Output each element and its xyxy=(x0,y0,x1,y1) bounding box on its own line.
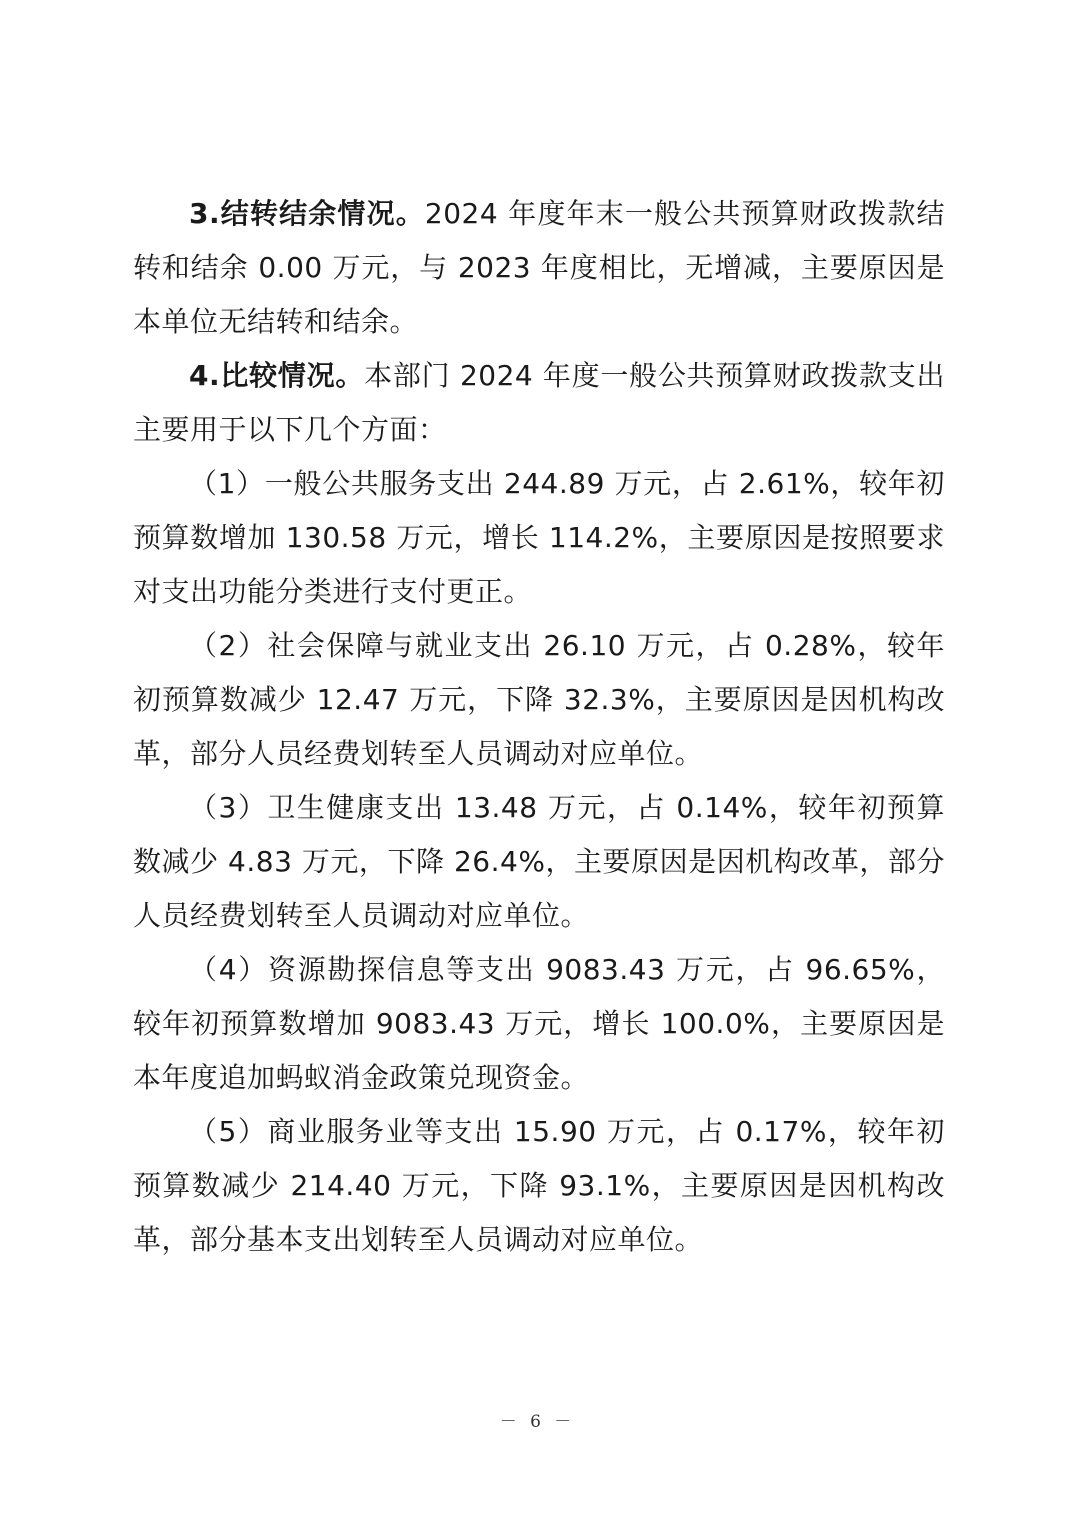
paragraph-text: （3）卫生健康支出 13.48 万元，占 0.14%，较年初预算数减少 4.83 万元，下降 26.4%，主要原因是因机构改革，部分人员经费划转至人员调动对应单位。 xyxy=(133,791,945,932)
paragraph-text: （4）资源勘探信息等支出 9083.43 万元，占 96.65%，较年初预算数增加 9083.43 万元，增长 100.0%，主要原因是本年度追加蚂蚁消金政策兑现资金。 xyxy=(133,953,945,1094)
paragraph-text: 2024 年度年末一般公共预算财政拨款结转和结余 0.00 万元，与 2023 年度相比，无增减，主要原因是本单位无结转和结余。 xyxy=(133,197,945,338)
paragraph-heading: 3.结转结余情况。 xyxy=(189,197,425,230)
paragraph-text: （2）社会保障与就业支出 26.10 万元，占 0.28%，较年初预算数减少 12.47 万元，下降 32.3%，主要原因是因机构改革，部分人员经费划转至人员调动对应单位。 xyxy=(133,629,945,770)
paragraph-item-2 xyxy=(133,619,945,781)
paragraph-item-5 xyxy=(133,1105,945,1267)
paragraph-carryover-balance xyxy=(133,187,945,349)
paragraph-text: （1）一般公共服务支出 244.89 万元，占 2.61%，较年初预算数增加 130.58 万元，增长 114.2%，主要原因是按照要求对支出功能分类进行支付更正。 xyxy=(133,467,945,608)
paragraph-text: 本部门 2024 年度一般公共预算财政拨款支出主要用于以下几个方面： xyxy=(133,359,945,446)
paragraph-item-3 xyxy=(133,781,945,943)
body-content xyxy=(133,187,945,1267)
paragraph-item-1 xyxy=(133,457,945,619)
paragraph-text: （5）商业服务业等支出 15.90 万元，占 0.17%，较年初预算数减少 214.40 万元，下降 93.1%，主要原因是因机构改革，部分基本支出划转至人员调动对应单位。 xyxy=(133,1115,945,1256)
page-number: － 6 － xyxy=(499,1412,576,1432)
paragraph-item-4 xyxy=(133,943,945,1105)
paragraph-heading: 4.比较情况。 xyxy=(189,359,365,392)
paragraph-comparison xyxy=(133,349,945,457)
